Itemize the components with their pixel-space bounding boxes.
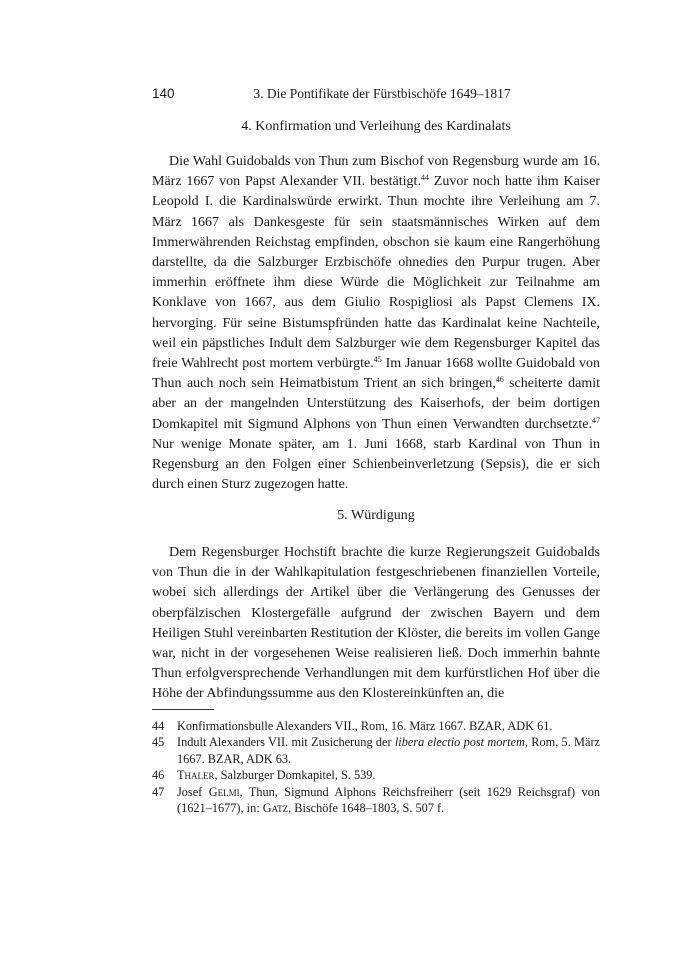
body-paragraph: Dem Regensburger Hochstift brachte die kurze Regierungszeit Guidobalds von Thun die in der Wahlkapitulation festgeschriebenen finanziellen Vorteile, wobei sich allerdings der Artikel über die Verlängerung des Genusses der oberpfälzischen Klostergefälle aufgrund der zwischen Bayern und dem Heiligen Stuhl vereinbarten Restitution der Klöster, die bereits im vollen Gange war, nicht in der vorgesehenen Weise realisieren ließ. Doch immerhin bahnte Thun erfolgversprechende Verhandlungen mit dem kurfürstlichen Hof über die Höhe der Abfindungssumme aus den Klostereinkünften an, die — [152, 545, 600, 702]
section-5 — [152, 506, 600, 705]
paragraph-text: scheiterte damit aber an der mangelnden Unterstützung des Kaiserhofs, der beim dortigen Domkapitel mit Sigmund Alphons von Thun einen Verwandten durchsetzte. — [152, 376, 600, 432]
footnote-text: Konfirmationsbulle Alexanders VII., Rom, 16. März 1667. BZAR, ADK 61. — [177, 719, 553, 733]
footnote-text: , Rom, 5. März 1667. BZAR, ADK 63. — [177, 735, 600, 766]
section-heading: 4. Konfirmation und Verleihung des Kardinalats — [241, 119, 511, 134]
paragraph-text: Nur wenige Monate später, am 1. Juni 1668, starb Kardinal von Thun in Regensburg an den Folgen einer Schienbeinverletzung (Sepsis), die er sich durch einen Sturz zugezogen hatte. — [152, 436, 600, 493]
running-title: 3. Die Pontifikate der Fürstbischöfe 1649–1817 — [253, 86, 511, 101]
footnote-ref[interactable]: 45 — [373, 355, 382, 365]
footnote-text: , Salzburger Domkapitel, S. 539. — [214, 768, 376, 783]
footnote — [152, 784, 600, 817]
footnote-text: , Thun, Sigmund Alphons Reichsfreiherr (seit 1629 Reichsgraf) von (1621–1677), in: — [177, 784, 600, 816]
footnote-number: 46 — [152, 768, 165, 783]
footnote-text: Josef — [177, 784, 209, 799]
section-4 — [152, 117, 600, 495]
footnote-number: 45 — [152, 735, 165, 750]
footnote — [152, 767, 600, 783]
footnote-ref[interactable]: 47 — [592, 415, 600, 425]
author-name: Gelmi — [208, 784, 240, 799]
paragraph-text: Im Januar 1668 wollte Guidobald von Thun auch noch sein Heimatbistum Trient an sich bringen, — [152, 356, 601, 392]
paragraph-text: Zuvor noch hatte ihm Kaiser Leopold I. die Kardinalswürde erwirkt. Thun mochte ihre Verleihung am 7. März 1667 als Dankesgeste für sein staatsmännisches Wirken auf dem Immerwährenden Reichstag empfinden, obschon sie kaum eine Rangerhöhung darstellte, da die Salzburger Erzbischöfe ohnedies den Purpur trugen. Aber immerhin eröffnete ihm diese Würde die Möglichkeit zur Teilnahme am Konklave von 1667, aus dem Giulio Rospigliosi als Papst Clemens IX. hervorging. Für seine Bistumspfründen hatte das Kardinalat keine Nachteile, weil ein päpstliches Indult dem Salzburger wie dem Regensburger Kapitel das freie Wahlrecht post mortem verbürgte. — [152, 174, 601, 372]
footnote-italic: libera electio post mortem — [394, 735, 525, 750]
footnote-ref[interactable]: 44 — [420, 173, 429, 183]
footnote-number: 47 — [152, 784, 165, 799]
section-heading: 5. Würdigung — [337, 508, 415, 523]
footnote-divider — [152, 709, 214, 710]
author-name: Gatz — [262, 801, 289, 816]
paragraph-text: Die Wahl Guidobalds von Thun zum Bischof von Regensburg wurde am 16. März 1667 von Papst Alexander VII. bestätigt. — [152, 154, 600, 190]
body-paragraph — [152, 152, 600, 495]
footnote — [152, 718, 600, 734]
footnotes — [152, 718, 600, 816]
footnote-text: , Bischöfe 1648–1803, S. 507 f. — [288, 801, 445, 816]
footnote-ref[interactable]: 46 — [495, 375, 504, 385]
page-header — [152, 86, 600, 106]
page-number: 140 — [152, 86, 175, 101]
footnote-text: Indult Alexanders VII. mit Zusicherung der — [177, 735, 395, 750]
footnote-number: 44 — [152, 719, 165, 733]
author-name: Thaler — [177, 768, 215, 783]
footnote — [152, 734, 600, 767]
